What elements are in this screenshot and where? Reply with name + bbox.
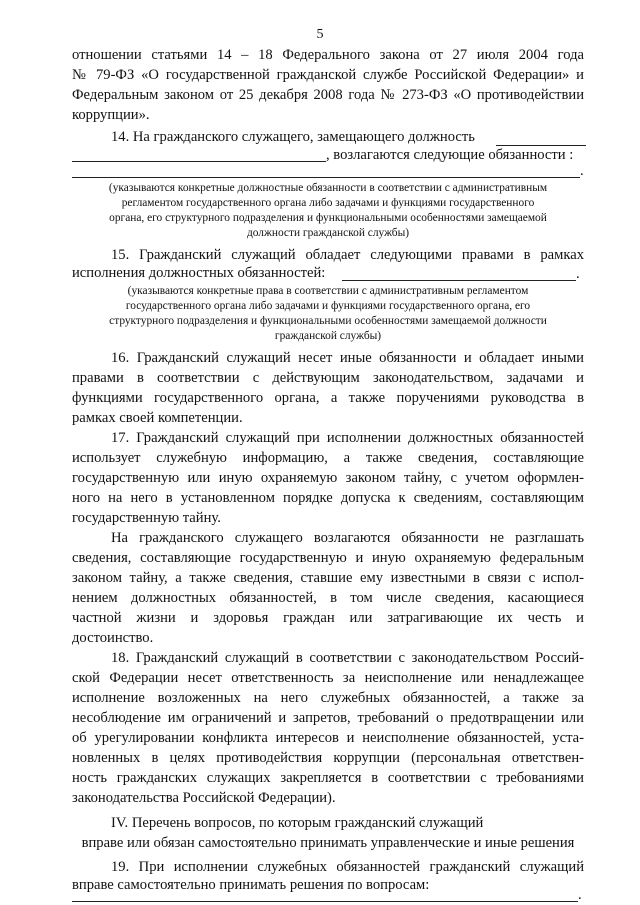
note-line: гражданской службы): [274, 330, 382, 342]
text-line: несоблюдение им ограничений и запретов, требований о предотвращении или: [72, 710, 584, 726]
text-line: ской Федерации несет ответственность за неисполнение или ненадлежащее: [72, 670, 584, 686]
note-line: (указываются конкретные права в соответствии с административным регламентом: [127, 285, 529, 297]
blank-position-line: [72, 161, 326, 162]
text-line: 17. Гражданский служащий при исполнении должностных обязанностей: [111, 430, 584, 446]
section-heading-line: IV. Перечень вопросов, по которым гражданский служащий: [111, 815, 484, 831]
page-number: 5: [316, 27, 324, 42]
text-line: новленных в целях противодействия коррупции (персональная ответствен-: [72, 750, 584, 766]
text-line: коррупции».: [72, 107, 150, 123]
note-line: регламентом государственного органа либо задачами и функциями государственного: [121, 197, 535, 209]
paragraph-14-end: , возлагаются следующие обязанности :: [326, 147, 574, 163]
note-line: должности гражданской службы): [246, 227, 410, 239]
text-line: правами в соответствии с действующим законодательством, задачами и: [72, 370, 584, 386]
text-line: достоинство.: [72, 630, 154, 646]
text-line: законодательства Российской Федерации).: [72, 790, 336, 806]
text-line: государственную тайну.: [72, 510, 221, 526]
text-line: исполнения должностных обязанностей:: [72, 265, 326, 281]
note-line: (указываются конкретные должностные обязанности в соответствии с административным: [108, 182, 548, 194]
blank-duties-line: [72, 177, 580, 178]
note-line: структурного подразделения и функциональными особенностями замещаемой должности: [109, 315, 547, 327]
line-end-period: .: [580, 163, 584, 179]
text-line: ность гражданских служащих закрепляется в соответствии с требованиями: [72, 770, 584, 786]
text-line: На гражданского служащего возлагаются обязанности не разглашать: [111, 530, 584, 546]
text-line: отношении статьями 14 – 18 Федерального закона от 27 июля 2004 года: [72, 47, 584, 63]
text-line: рамках своей компетенции.: [72, 410, 243, 426]
line-end-period: .: [578, 887, 582, 903]
section-heading-line: вправе или обязан самостоятельно принимать управленческие и иные решения: [81, 835, 575, 851]
text-line: вправе самостоятельно принимать решения по вопросам:: [72, 877, 430, 893]
text-line: 19. При исполнении служебных обязанностей гражданский служащий: [111, 859, 584, 875]
paragraph-14-start: 14. На гражданского служащего, замещающего должность: [111, 129, 475, 145]
text-line: 16. Гражданский служащий несет иные обязанности и обладает иными: [111, 350, 584, 366]
text-line: нением должностных обязанностей, в том числе сведения, касающиеся: [72, 590, 584, 606]
text-line: государственную или иную охраняемую законом тайну, с учетом оформлен-: [72, 470, 584, 486]
text-line: об урегулировании конфликта интересов и неисполнение обязанностей, уста-: [72, 730, 584, 746]
blank-rights-line: [342, 280, 576, 281]
text-line: ного на него в установленном порядке допуска к сведениям, составляющим: [72, 490, 584, 506]
text-line: использует служебную информацию, а также сведения, составляющие: [72, 450, 584, 466]
note-line: государственного органа либо задачами и функциями государственного органа, его: [125, 300, 531, 312]
text-line: Федеральным законом от 25 декабря 2008 года № 273-ФЗ «О противодействии: [72, 87, 584, 103]
text-line: 15. Гражданский служащий обладает следующими правами в рамках: [111, 247, 584, 263]
text-line: 18. Гражданский служащий в соответствии с законодательством Россий-: [111, 650, 584, 666]
text-line: функциями государственного органа, а также поручениями руководства в: [72, 390, 584, 406]
text-line: сведения, составляющие государственную и иную охраняемую федеральным: [72, 550, 584, 566]
line-end-period: .: [576, 266, 580, 282]
text-line: № 79-ФЗ «О государственной гражданской службе Российской Федерации» и: [72, 67, 584, 83]
blank-decisions-line: [72, 901, 578, 902]
text-line: исполнение возложенных на него служебных обязанностей, а также за: [72, 690, 584, 706]
text-line: законом тайну, а также сведения, ставшие ему известными в связи с испол-: [72, 570, 584, 586]
note-line: органа, его структурного подразделения и функциональными особенностями замещаемой: [109, 212, 547, 224]
text-line: частной жизни и здоровья граждан или затрагивающие их честь и: [72, 610, 584, 626]
